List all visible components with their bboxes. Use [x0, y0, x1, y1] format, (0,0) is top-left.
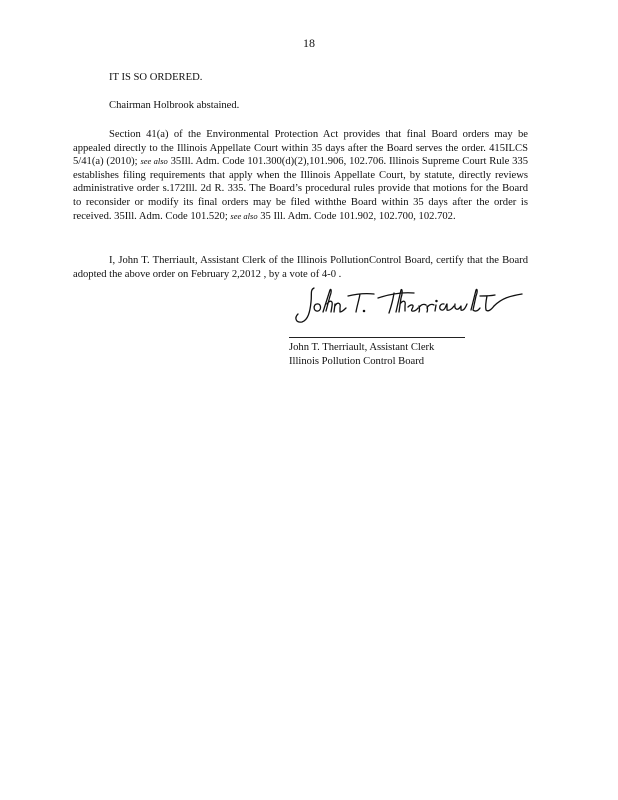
handwritten-signature	[290, 282, 526, 326]
page-number: 18	[303, 36, 315, 50]
appeal-text-part-2: 35Ill. Adm. Code 101.300(d)(2),101.906, 102.706. Illinois Supreme Court Rule 335 establishes filing requirements that apply when the Illinois Appellate Court, by statute, directly reviews administrative order s.172Ill. 2d R. 335. The Board’s procedural rules provide that motions for the Board to reconsider or modify its final orders may be filed withthe Board within 35 days after the order is received. 35Ill. Adm. Code 101.520;	[73, 156, 528, 222]
appeal-text-part-1: Section 41(a) of the Environmental Protection Act provides that final Board orders may be appealed directly to the Illinois Appellate Court within 35 days after the Board serves the order. 415ILCS 5/41(a) (2010);	[73, 129, 528, 168]
see-also-citation-1: see also	[140, 156, 168, 167]
appeal-rights-paragraph	[73, 128, 528, 223]
signatory-organization: Illinois Pollution Control Board	[289, 355, 425, 367]
abstention-statement: Chairman Holbrook abstained.	[109, 100, 240, 111]
signature-line	[289, 337, 465, 338]
appeal-text-part-3: 35 Ill. Adm. Code 101.902, 102.700, 102.702.	[260, 210, 456, 222]
see-also-citation-2: see also	[230, 210, 258, 221]
clerk-certification: I, John T. Therriault, Assistant Clerk of the Illinois PollutionControl Board, certify that the Board adopted the above order on February 2,2012 , by a vote of 4-0 .	[73, 255, 528, 280]
order-statement: IT IS SO ORDERED.	[109, 72, 203, 83]
signatory-name-title: John T. Therriault, Assistant Clerk	[289, 342, 435, 353]
signature-block	[289, 341, 434, 368]
